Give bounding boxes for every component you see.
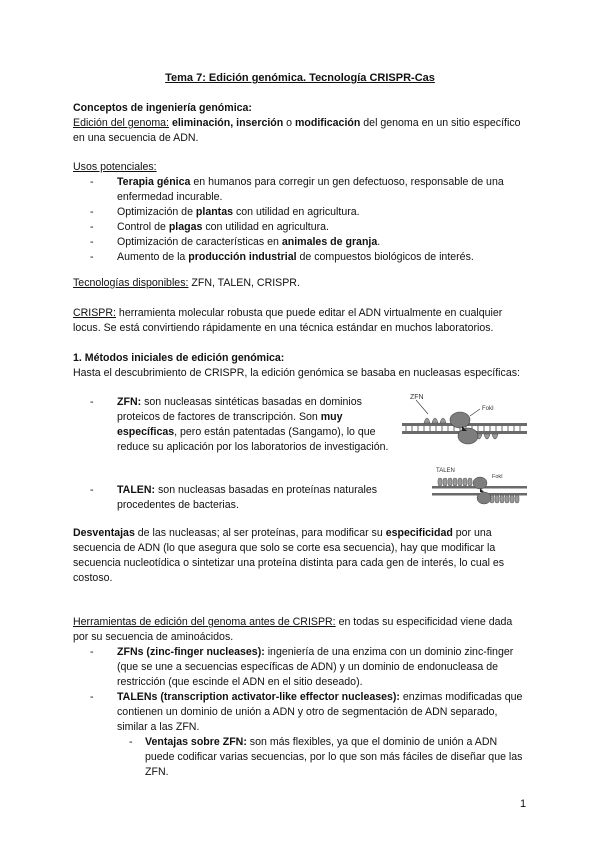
desventajas-paragraph: Desventajas de las nucleasas; al ser proteínas, para modificar su especificidad por una secuencia de ADN (lo que asegura que solo se corte esa secuencia), hay que modificar la secuencia nucleotídica o sintetizar una proteína distinta para cada gen de interés, lo cual es costoso. (73, 527, 505, 584)
usos-list (73, 175, 528, 265)
herramientas-intro: Herramientas de edición del genoma antes de CRISPR: en todas su especificidad viene dada por su secuencia de aminoácidos. (73, 616, 513, 643)
talen-diagram (432, 465, 527, 507)
crispr-definition: CRISPR: herramienta molecular robusta que puede editar el ADN virtualmente en cualquier locus. Se está convirtiendo rápidamente en una técnica estándar en muchos laboratorios. (73, 307, 503, 334)
zfn-item: - ZFN: son nucleasas sintéticas basadas en dominios proteicos de factores de transcripción. Son muy específicas, pero están patentadas (Sangamo), lo que reduce su aplicación por los laboratorios de investigación. (73, 395, 398, 455)
usos-section (73, 160, 528, 265)
conceptos-section (73, 101, 528, 146)
document-title: Tema 7: Edición genómica. Tecnología CRISPR-Cas (165, 72, 435, 84)
fig-zfn-label: ZFN (410, 394, 424, 401)
foki-domain (458, 428, 478, 444)
talen-item: - TALEN: son nucleasas basadas en proteínas naturales procedentes de bacterias. (73, 483, 398, 513)
list-item: - Optimización de plantas con utilidad en agricultura. (73, 205, 528, 220)
list-item: - TALENs (transcription activator-like effector nucleases): enzimas modificadas que contienen un dominio de unión a ADN y otro de segmentación de ADN separado, similar a las ZFN. (73, 690, 528, 735)
list-item: - Aumento de la producción industrial de compuestos biológicos de interés. (73, 250, 528, 265)
tecnologias-line: Tecnologías disponibles: ZFN, TALEN, CRISPR. (73, 277, 300, 289)
conceptos-heading: Conceptos de ingeniería genómica: (73, 102, 252, 114)
list-item: - ZFNs (zinc-finger nucleases): ingeniería de una enzima con un dominio zinc-finger (que se une a secuencias específicas de ADN) y un dominio de endonucleasa de restricción (que escinde el ADN en el sitio deseado). (73, 645, 528, 690)
foki-domain (450, 412, 470, 428)
herramientas-section (73, 615, 528, 780)
fig-foki-label: FokI (482, 406, 494, 412)
page-number: 1 (520, 798, 527, 810)
zfn-diagram (402, 390, 527, 452)
fig-foki-label: FokI (492, 474, 503, 480)
foki-domain (473, 477, 487, 489)
edicion-definition: Edición del genoma: eliminación, inserción o modificación del genoma en un sitio específico en una secuencia de ADN. (73, 117, 521, 144)
metodos-section (73, 351, 528, 381)
fig-talen-label: TALEN (436, 468, 455, 474)
ventajas-list (73, 735, 528, 780)
list-item: - Optimización de características en animales de granja. (73, 235, 528, 250)
metodos-intro: Hasta el descubrimiento de CRISPR, la edición genómica se basaba en nucleasas específicas: (73, 367, 520, 379)
foki-domain (477, 492, 491, 504)
list-item: - Terapia génica en humanos para corregir un gen defectuoso, responsable de una enfermedad incurable. (73, 175, 528, 205)
list-item: - Control de plagas con utilidad en agricultura. (73, 220, 528, 235)
metodos-heading: 1. Métodos iniciales de edición genómica: (73, 352, 285, 364)
list-item: - Ventajas sobre ZFN: son más flexibles, ya que el dominio de unión a ADN puede codificar varias secuencias, por lo que son más fáciles de diseñar que las ZFN. (73, 735, 528, 780)
herramientas-list (73, 645, 528, 735)
usos-label: Usos potenciales: (73, 161, 157, 173)
